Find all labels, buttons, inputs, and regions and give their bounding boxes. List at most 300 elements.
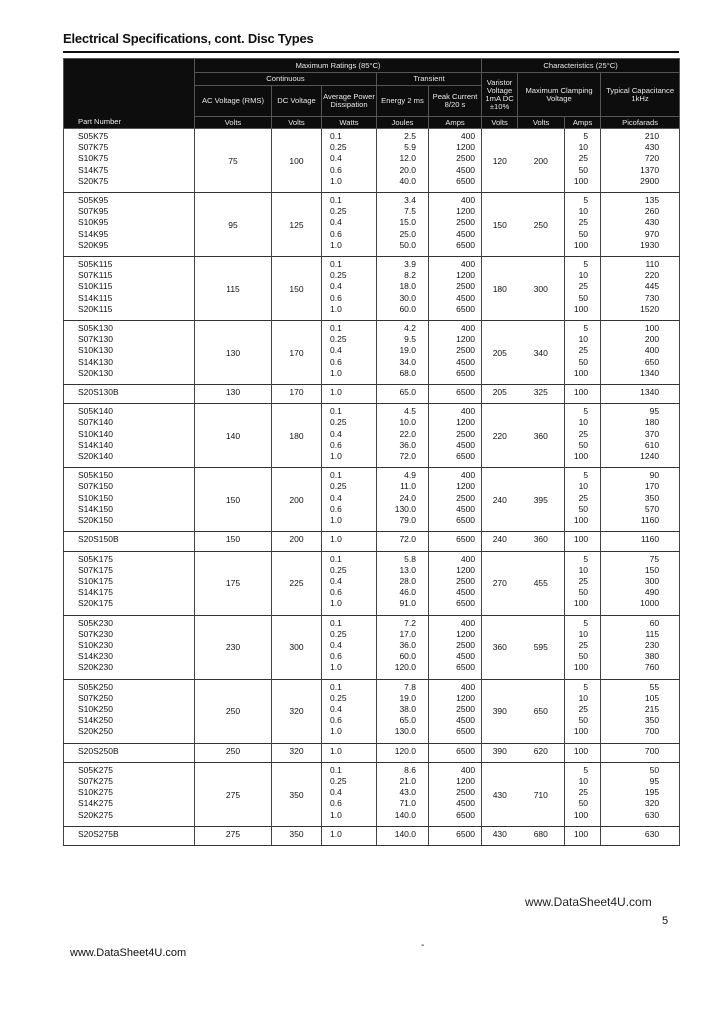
table-row bbox=[64, 206, 680, 217]
header-part-number: Part Number bbox=[64, 59, 195, 129]
ac-voltage-cell: 130 bbox=[195, 385, 272, 404]
energy-cell: 4.5 bbox=[377, 404, 429, 418]
energy-cell: 130.0 bbox=[377, 504, 429, 515]
peak-current-cell: 400 bbox=[429, 257, 482, 271]
clamp-amps-cell: 25 bbox=[565, 787, 601, 798]
power-cell: 0.6 bbox=[322, 504, 377, 515]
power-cell: 0.25 bbox=[322, 565, 377, 576]
table-row bbox=[64, 217, 680, 228]
clamp-amps-cell: 100 bbox=[565, 726, 601, 743]
energy-cell: 3.4 bbox=[377, 193, 429, 207]
clamping-voltage-cell: 455 bbox=[518, 551, 565, 615]
capacitance-cell: 1240 bbox=[601, 451, 680, 468]
table-row bbox=[64, 240, 680, 257]
clamping-voltage-cell: 360 bbox=[518, 532, 565, 551]
energy-cell: 40.0 bbox=[377, 176, 429, 193]
energy-cell: 25.0 bbox=[377, 229, 429, 240]
capacitance-cell: 430 bbox=[601, 142, 680, 153]
capacitance-cell: 300 bbox=[601, 576, 680, 587]
table-row bbox=[64, 304, 680, 321]
clamp-amps-cell: 50 bbox=[565, 165, 601, 176]
capacitance-cell: 1340 bbox=[601, 368, 680, 385]
clamp-amps-cell: 25 bbox=[565, 153, 601, 164]
part-number-cell: S10K130 bbox=[64, 345, 195, 356]
table-row bbox=[64, 629, 680, 640]
peak-current-cell: 1200 bbox=[429, 142, 482, 153]
peak-current-cell: 1200 bbox=[429, 417, 482, 428]
capacitance-cell: 400 bbox=[601, 345, 680, 356]
energy-cell: 50.0 bbox=[377, 240, 429, 257]
peak-current-cell: 6500 bbox=[429, 826, 482, 845]
peak-current-cell: 1200 bbox=[429, 334, 482, 345]
table-row bbox=[64, 429, 680, 440]
clamp-amps-cell: 5 bbox=[565, 679, 601, 693]
table-row bbox=[64, 662, 680, 679]
power-cell: 0.4 bbox=[322, 345, 377, 356]
power-cell: 0.1 bbox=[322, 679, 377, 693]
peak-current-cell: 6500 bbox=[429, 385, 482, 404]
clamp-amps-cell: 50 bbox=[565, 440, 601, 451]
power-cell: 0.1 bbox=[322, 615, 377, 629]
peak-current-cell: 4500 bbox=[429, 357, 482, 368]
power-cell: 1.0 bbox=[322, 810, 377, 827]
power-cell: 0.6 bbox=[322, 165, 377, 176]
unit-joules: Joules bbox=[377, 117, 429, 129]
header-max-ratings: Maximum Ratings (85°C) bbox=[195, 59, 482, 73]
clamp-amps-cell: 5 bbox=[565, 551, 601, 565]
table-row bbox=[64, 368, 680, 385]
table-row bbox=[64, 385, 680, 404]
part-number-cell: S07K140 bbox=[64, 417, 195, 428]
part-number-cell: S14K115 bbox=[64, 293, 195, 304]
part-number-cell: S07K275 bbox=[64, 776, 195, 787]
varistor-voltage-cell: 240 bbox=[482, 468, 518, 532]
capacitance-cell: 1160 bbox=[601, 515, 680, 532]
clamp-amps-cell: 100 bbox=[565, 532, 601, 551]
energy-cell: 10.0 bbox=[377, 417, 429, 428]
peak-current-cell: 1200 bbox=[429, 776, 482, 787]
dc-voltage-cell: 200 bbox=[272, 468, 322, 532]
energy-cell: 120.0 bbox=[377, 662, 429, 679]
peak-current-cell: 1200 bbox=[429, 481, 482, 492]
clamp-amps-cell: 25 bbox=[565, 217, 601, 228]
table-row bbox=[64, 281, 680, 292]
dc-voltage-cell: 350 bbox=[272, 826, 322, 845]
peak-current-cell: 2500 bbox=[429, 153, 482, 164]
header-typ-cap: Typical Capacitance 1kHz bbox=[601, 73, 680, 117]
energy-cell: 46.0 bbox=[377, 587, 429, 598]
clamp-amps-cell: 5 bbox=[565, 404, 601, 418]
part-number-cell: S05K250 bbox=[64, 679, 195, 693]
energy-cell: 91.0 bbox=[377, 598, 429, 615]
part-number-cell: S20K75 bbox=[64, 176, 195, 193]
table-row bbox=[64, 743, 680, 762]
power-cell: 1.0 bbox=[322, 726, 377, 743]
table-row bbox=[64, 345, 680, 356]
capacitance-cell: 1340 bbox=[601, 385, 680, 404]
energy-cell: 24.0 bbox=[377, 493, 429, 504]
table-row bbox=[64, 142, 680, 153]
power-cell: 1.0 bbox=[322, 304, 377, 321]
energy-cell: 4.2 bbox=[377, 321, 429, 335]
capacitance-cell: 260 bbox=[601, 206, 680, 217]
page-title: Electrical Specifications, cont. Disc Types bbox=[63, 31, 314, 46]
peak-current-cell: 1200 bbox=[429, 693, 482, 704]
part-number-cell: S14K130 bbox=[64, 357, 195, 368]
power-cell: 0.6 bbox=[322, 440, 377, 451]
capacitance-cell: 95 bbox=[601, 404, 680, 418]
table-row bbox=[64, 715, 680, 726]
power-cell: 0.1 bbox=[322, 762, 377, 776]
capacitance-cell: 1520 bbox=[601, 304, 680, 321]
unit-clamp-volts: Volts bbox=[518, 117, 565, 129]
part-number-cell: S07K130 bbox=[64, 334, 195, 345]
peak-current-cell: 400 bbox=[429, 129, 482, 143]
capacitance-cell: 110 bbox=[601, 257, 680, 271]
varistor-voltage-cell: 430 bbox=[482, 826, 518, 845]
energy-cell: 22.0 bbox=[377, 429, 429, 440]
peak-current-cell: 2500 bbox=[429, 787, 482, 798]
dc-voltage-cell: 200 bbox=[272, 532, 322, 551]
dc-voltage-cell: 225 bbox=[272, 551, 322, 615]
varistor-voltage-cell: 150 bbox=[482, 193, 518, 257]
part-number-cell: S07K230 bbox=[64, 629, 195, 640]
table-row bbox=[64, 257, 680, 271]
spec-table bbox=[63, 58, 680, 846]
power-cell: 0.4 bbox=[322, 787, 377, 798]
table-row bbox=[64, 776, 680, 787]
part-number-cell: S10K115 bbox=[64, 281, 195, 292]
energy-cell: 9.5 bbox=[377, 334, 429, 345]
table-row bbox=[64, 651, 680, 662]
clamp-amps-cell: 50 bbox=[565, 587, 601, 598]
unit-varistor-volts: Volts bbox=[482, 117, 518, 129]
varistor-voltage-cell: 360 bbox=[482, 615, 518, 679]
part-number-cell: S14K95 bbox=[64, 229, 195, 240]
power-cell: 0.25 bbox=[322, 693, 377, 704]
part-number-cell: S20S250B bbox=[64, 743, 195, 762]
varistor-voltage-cell: 390 bbox=[482, 679, 518, 743]
energy-cell: 17.0 bbox=[377, 629, 429, 640]
capacitance-cell: 760 bbox=[601, 662, 680, 679]
part-number-cell: S05K75 bbox=[64, 129, 195, 143]
power-cell: 0.25 bbox=[322, 629, 377, 640]
part-number-cell: S20S130B bbox=[64, 385, 195, 404]
capacitance-cell: 75 bbox=[601, 551, 680, 565]
part-number-cell: S07K175 bbox=[64, 565, 195, 576]
power-cell: 1.0 bbox=[322, 385, 377, 404]
ac-voltage-cell: 250 bbox=[195, 679, 272, 743]
capacitance-cell: 135 bbox=[601, 193, 680, 207]
clamp-amps-cell: 100 bbox=[565, 304, 601, 321]
clamping-voltage-cell: 360 bbox=[518, 404, 565, 468]
clamping-voltage-cell: 340 bbox=[518, 321, 565, 385]
table-row bbox=[64, 787, 680, 798]
peak-current-cell: 400 bbox=[429, 468, 482, 482]
clamp-amps-cell: 25 bbox=[565, 704, 601, 715]
power-cell: 1.0 bbox=[322, 176, 377, 193]
varistor-voltage-cell: 270 bbox=[482, 551, 518, 615]
varistor-voltage-cell: 205 bbox=[482, 385, 518, 404]
table-row bbox=[64, 404, 680, 418]
part-number-cell: S05K140 bbox=[64, 404, 195, 418]
clamping-voltage-cell: 620 bbox=[518, 743, 565, 762]
capacitance-cell: 2900 bbox=[601, 176, 680, 193]
peak-current-cell: 2500 bbox=[429, 281, 482, 292]
capacitance-cell: 180 bbox=[601, 417, 680, 428]
capacitance-cell: 320 bbox=[601, 798, 680, 809]
clamping-voltage-cell: 680 bbox=[518, 826, 565, 845]
capacitance-cell: 610 bbox=[601, 440, 680, 451]
capacitance-cell: 490 bbox=[601, 587, 680, 598]
header-avg-power: Average Power Dissipation bbox=[322, 86, 377, 117]
part-number-cell: S20K115 bbox=[64, 304, 195, 321]
power-cell: 0.25 bbox=[322, 776, 377, 787]
clamp-amps-cell: 5 bbox=[565, 615, 601, 629]
varistor-voltage-cell: 120 bbox=[482, 129, 518, 193]
peak-current-cell: 4500 bbox=[429, 165, 482, 176]
power-cell: 1.0 bbox=[322, 451, 377, 468]
energy-cell: 11.0 bbox=[377, 481, 429, 492]
capacitance-cell: 115 bbox=[601, 629, 680, 640]
table-row bbox=[64, 576, 680, 587]
part-number-cell: S10K75 bbox=[64, 153, 195, 164]
capacitance-cell: 230 bbox=[601, 640, 680, 651]
table-row bbox=[64, 704, 680, 715]
part-number-cell: S10K275 bbox=[64, 787, 195, 798]
ac-voltage-cell: 275 bbox=[195, 826, 272, 845]
dc-voltage-cell: 125 bbox=[272, 193, 322, 257]
power-cell: 0.6 bbox=[322, 587, 377, 598]
clamp-amps-cell: 25 bbox=[565, 345, 601, 356]
clamp-amps-cell: 100 bbox=[565, 240, 601, 257]
capacitance-cell: 200 bbox=[601, 334, 680, 345]
ac-voltage-cell: 275 bbox=[195, 762, 272, 826]
power-cell: 0.25 bbox=[322, 270, 377, 281]
clamp-amps-cell: 10 bbox=[565, 693, 601, 704]
spec-table-body bbox=[64, 129, 680, 846]
capacitance-cell: 445 bbox=[601, 281, 680, 292]
table-row bbox=[64, 293, 680, 304]
energy-cell: 12.0 bbox=[377, 153, 429, 164]
clamp-amps-cell: 50 bbox=[565, 357, 601, 368]
power-cell: 1.0 bbox=[322, 598, 377, 615]
table-row bbox=[64, 193, 680, 207]
capacitance-cell: 215 bbox=[601, 704, 680, 715]
part-number-cell: S20K95 bbox=[64, 240, 195, 257]
part-number-cell: S05K275 bbox=[64, 762, 195, 776]
clamping-voltage-cell: 595 bbox=[518, 615, 565, 679]
varistor-voltage-cell: 220 bbox=[482, 404, 518, 468]
watermark: www.DataSheet4U.com bbox=[525, 895, 652, 909]
clamping-voltage-cell: 395 bbox=[518, 468, 565, 532]
energy-cell: 38.0 bbox=[377, 704, 429, 715]
power-cell: 0.6 bbox=[322, 651, 377, 662]
dc-voltage-cell: 170 bbox=[272, 385, 322, 404]
clamp-amps-cell: 10 bbox=[565, 481, 601, 492]
ac-voltage-cell: 75 bbox=[195, 129, 272, 193]
capacitance-cell: 570 bbox=[601, 504, 680, 515]
part-number-cell: S20K130 bbox=[64, 368, 195, 385]
table-row bbox=[64, 321, 680, 335]
varistor-voltage-cell: 240 bbox=[482, 532, 518, 551]
ac-voltage-cell: 140 bbox=[195, 404, 272, 468]
peak-current-cell: 6500 bbox=[429, 240, 482, 257]
dc-voltage-cell: 150 bbox=[272, 257, 322, 321]
clamping-voltage-cell: 710 bbox=[518, 762, 565, 826]
power-cell: 1.0 bbox=[322, 826, 377, 845]
clamp-amps-cell: 100 bbox=[565, 385, 601, 404]
clamp-amps-cell: 5 bbox=[565, 321, 601, 335]
table-row bbox=[64, 270, 680, 281]
peak-current-cell: 2500 bbox=[429, 345, 482, 356]
peak-current-cell: 400 bbox=[429, 615, 482, 629]
power-cell: 0.1 bbox=[322, 193, 377, 207]
energy-cell: 60.0 bbox=[377, 304, 429, 321]
capacitance-cell: 1930 bbox=[601, 240, 680, 257]
capacitance-cell: 630 bbox=[601, 810, 680, 827]
ac-voltage-cell: 175 bbox=[195, 551, 272, 615]
energy-cell: 72.0 bbox=[377, 451, 429, 468]
power-cell: 0.25 bbox=[322, 417, 377, 428]
power-cell: 0.4 bbox=[322, 704, 377, 715]
clamp-amps-cell: 50 bbox=[565, 293, 601, 304]
clamp-amps-cell: 50 bbox=[565, 798, 601, 809]
energy-cell: 71.0 bbox=[377, 798, 429, 809]
capacitance-cell: 210 bbox=[601, 129, 680, 143]
power-cell: 0.4 bbox=[322, 217, 377, 228]
table-row bbox=[64, 493, 680, 504]
clamp-amps-cell: 100 bbox=[565, 826, 601, 845]
peak-current-cell: 6500 bbox=[429, 662, 482, 679]
table-row bbox=[64, 615, 680, 629]
table-row bbox=[64, 726, 680, 743]
dc-voltage-cell: 100 bbox=[272, 129, 322, 193]
energy-cell: 5.8 bbox=[377, 551, 429, 565]
part-number-cell: S20S275B bbox=[64, 826, 195, 845]
clamping-voltage-cell: 250 bbox=[518, 193, 565, 257]
table-row bbox=[64, 810, 680, 827]
peak-current-cell: 400 bbox=[429, 679, 482, 693]
ac-voltage-cell: 250 bbox=[195, 743, 272, 762]
power-cell: 0.6 bbox=[322, 715, 377, 726]
unit-watts: Watts bbox=[322, 117, 377, 129]
clamp-amps-cell: 50 bbox=[565, 651, 601, 662]
energy-cell: 140.0 bbox=[377, 826, 429, 845]
header-characteristics: Characteristics (25°C) bbox=[482, 59, 680, 73]
table-row bbox=[64, 762, 680, 776]
clamp-amps-cell: 10 bbox=[565, 334, 601, 345]
energy-cell: 60.0 bbox=[377, 651, 429, 662]
clamp-amps-cell: 100 bbox=[565, 662, 601, 679]
part-number-cell: S20K230 bbox=[64, 662, 195, 679]
unit-ac-volts: Volts bbox=[195, 117, 272, 129]
footer-link[interactable]: www.DataSheet4U.com bbox=[70, 947, 187, 959]
peak-current-cell: 4500 bbox=[429, 229, 482, 240]
peak-current-cell: 4500 bbox=[429, 504, 482, 515]
power-cell: 0.4 bbox=[322, 281, 377, 292]
power-cell: 1.0 bbox=[322, 515, 377, 532]
header-max-clamping: Maximum Clamping Voltage bbox=[518, 73, 601, 117]
capacitance-cell: 1370 bbox=[601, 165, 680, 176]
energy-cell: 19.0 bbox=[377, 345, 429, 356]
power-cell: 0.1 bbox=[322, 551, 377, 565]
power-cell: 0.4 bbox=[322, 576, 377, 587]
clamp-amps-cell: 5 bbox=[565, 129, 601, 143]
clamping-voltage-cell: 650 bbox=[518, 679, 565, 743]
table-row bbox=[64, 451, 680, 468]
part-number-cell: S14K140 bbox=[64, 440, 195, 451]
clamp-amps-cell: 100 bbox=[565, 743, 601, 762]
power-cell: 0.4 bbox=[322, 429, 377, 440]
part-number-cell: S14K230 bbox=[64, 651, 195, 662]
clamp-amps-cell: 10 bbox=[565, 565, 601, 576]
energy-cell: 7.5 bbox=[377, 206, 429, 217]
header-transient: Transient bbox=[377, 73, 482, 86]
clamp-amps-cell: 100 bbox=[565, 451, 601, 468]
part-number-cell: S05K95 bbox=[64, 193, 195, 207]
power-cell: 0.1 bbox=[322, 257, 377, 271]
varistor-voltage-cell: 205 bbox=[482, 321, 518, 385]
table-row bbox=[64, 679, 680, 693]
energy-cell: 28.0 bbox=[377, 576, 429, 587]
clamping-voltage-cell: 325 bbox=[518, 385, 565, 404]
peak-current-cell: 2500 bbox=[429, 493, 482, 504]
clamp-amps-cell: 100 bbox=[565, 810, 601, 827]
capacitance-cell: 150 bbox=[601, 565, 680, 576]
energy-cell: 18.0 bbox=[377, 281, 429, 292]
clamp-amps-cell: 10 bbox=[565, 629, 601, 640]
power-cell: 0.25 bbox=[322, 142, 377, 153]
clamp-amps-cell: 25 bbox=[565, 281, 601, 292]
capacitance-cell: 90 bbox=[601, 468, 680, 482]
unit-picofarads: Picofarads bbox=[601, 117, 680, 129]
power-cell: 0.25 bbox=[322, 481, 377, 492]
energy-cell: 43.0 bbox=[377, 787, 429, 798]
part-number-cell: S07K250 bbox=[64, 693, 195, 704]
energy-cell: 130.0 bbox=[377, 726, 429, 743]
table-row bbox=[64, 165, 680, 176]
power-cell: 0.6 bbox=[322, 293, 377, 304]
capacitance-cell: 700 bbox=[601, 726, 680, 743]
energy-cell: 36.0 bbox=[377, 640, 429, 651]
capacitance-cell: 350 bbox=[601, 715, 680, 726]
power-cell: 1.0 bbox=[322, 240, 377, 257]
energy-cell: 5.9 bbox=[377, 142, 429, 153]
table-row bbox=[64, 598, 680, 615]
ac-voltage-cell: 115 bbox=[195, 257, 272, 321]
energy-cell: 13.0 bbox=[377, 565, 429, 576]
part-number-cell: S07K75 bbox=[64, 142, 195, 153]
clamping-voltage-cell: 300 bbox=[518, 257, 565, 321]
capacitance-cell: 105 bbox=[601, 693, 680, 704]
peak-current-cell: 2500 bbox=[429, 704, 482, 715]
peak-current-cell: 4500 bbox=[429, 440, 482, 451]
clamp-amps-cell: 5 bbox=[565, 762, 601, 776]
capacitance-cell: 380 bbox=[601, 651, 680, 662]
table-row bbox=[64, 798, 680, 809]
part-number-cell: S20S150B bbox=[64, 532, 195, 551]
power-cell: 0.1 bbox=[322, 404, 377, 418]
part-number-cell: S05K115 bbox=[64, 257, 195, 271]
energy-cell: 34.0 bbox=[377, 357, 429, 368]
part-number-cell: S05K230 bbox=[64, 615, 195, 629]
peak-current-cell: 1200 bbox=[429, 565, 482, 576]
table-row bbox=[64, 532, 680, 551]
energy-cell: 65.0 bbox=[377, 385, 429, 404]
unit-clamp-amps: Amps bbox=[565, 117, 601, 129]
clamp-amps-cell: 5 bbox=[565, 257, 601, 271]
